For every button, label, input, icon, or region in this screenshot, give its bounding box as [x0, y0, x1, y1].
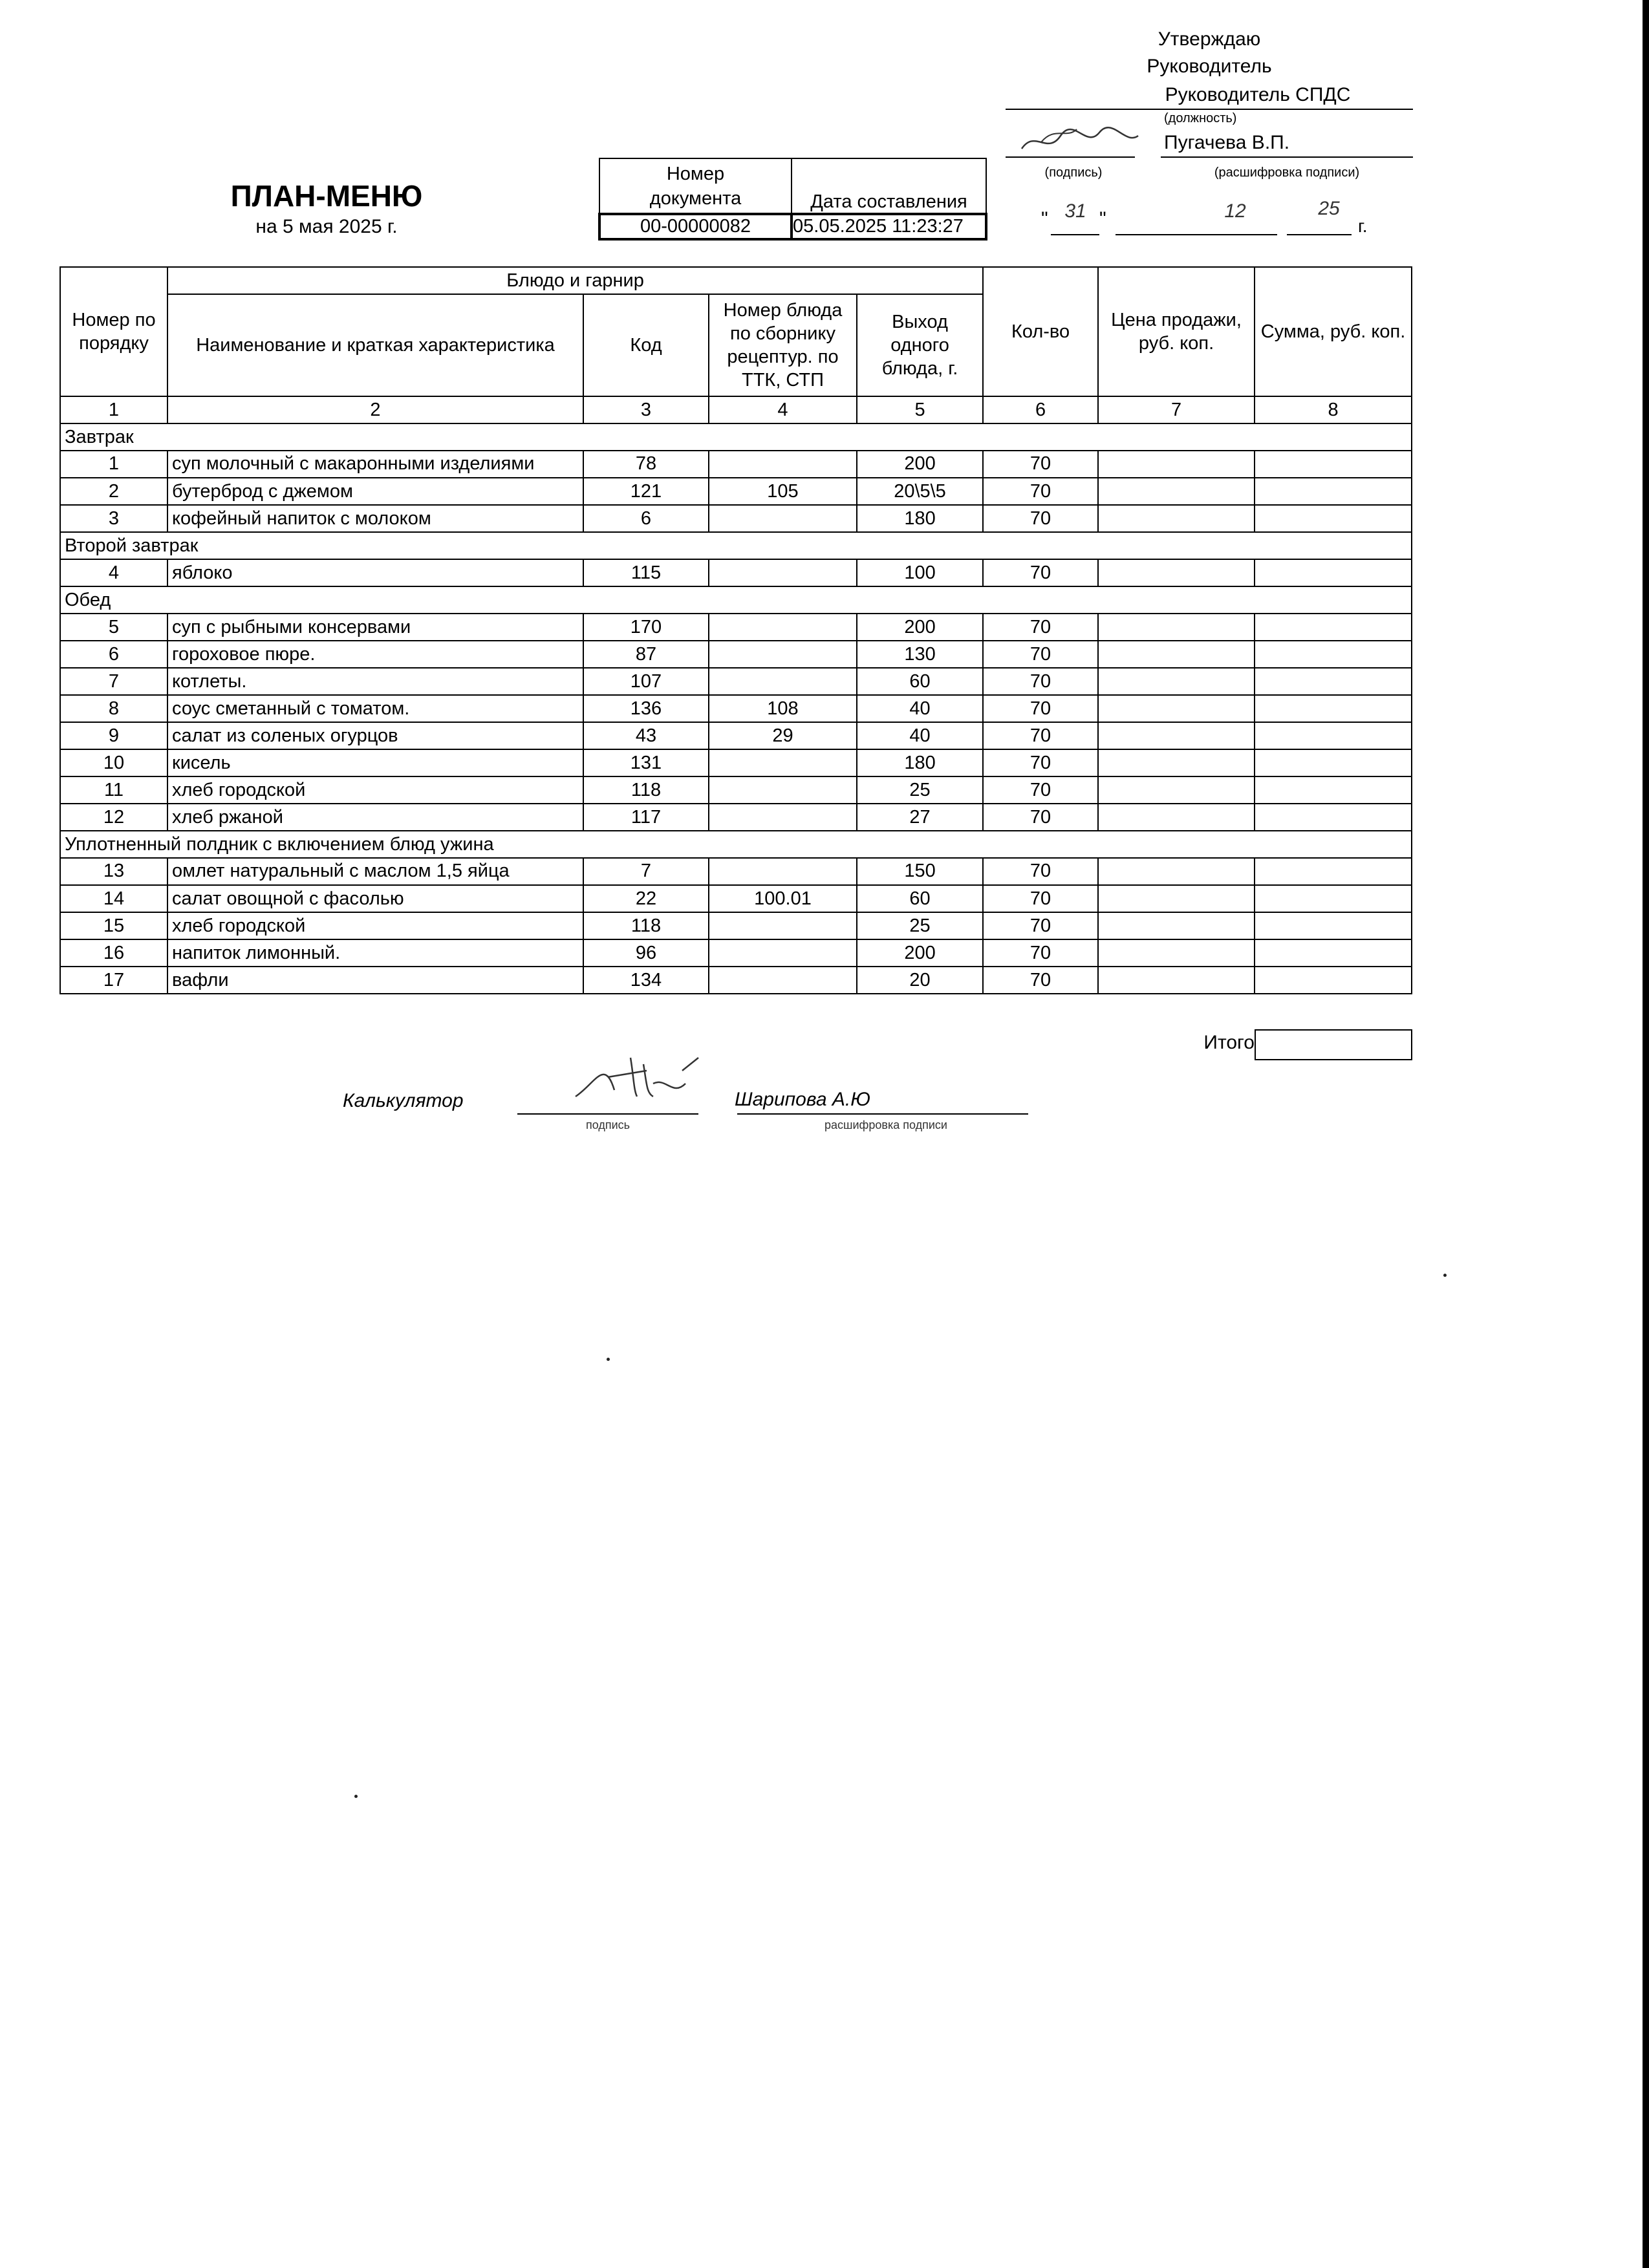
table-row — [60, 559, 1412, 586]
approval-date-month: 12 — [1224, 200, 1246, 222]
row-yield: 200 — [857, 939, 983, 967]
section-row — [60, 532, 1412, 559]
section-title: Завтрак — [60, 423, 1412, 451]
row-yield: 20\5\5 — [857, 478, 983, 505]
row-sum — [1255, 478, 1412, 505]
header-num: Номер по порядку — [60, 267, 167, 396]
row-name: хлеб городской — [167, 776, 583, 804]
approval-role: Руководитель — [1147, 56, 1272, 77]
row-recipe: 105 — [709, 478, 857, 505]
row-sum — [1255, 885, 1412, 912]
table-row — [60, 804, 1412, 831]
row-sum — [1255, 614, 1412, 641]
row-code: 107 — [583, 668, 709, 695]
row-name: бутерброд с джемом — [167, 478, 583, 505]
row-num: 8 — [60, 695, 167, 722]
row-recipe — [709, 451, 857, 478]
row-name: салат овощной с фасолью — [167, 885, 583, 912]
row-yield: 180 — [857, 749, 983, 776]
row-recipe: 108 — [709, 695, 857, 722]
row-num: 14 — [60, 885, 167, 912]
row-name: котлеты. — [167, 668, 583, 695]
column-number: 7 — [1098, 396, 1255, 423]
row-sum — [1255, 505, 1412, 532]
row-price — [1098, 451, 1255, 478]
row-code: 121 — [583, 478, 709, 505]
table-row — [60, 505, 1412, 532]
column-number: 3 — [583, 396, 709, 423]
section-row — [60, 831, 1412, 858]
row-price — [1098, 559, 1255, 586]
row-num: 15 — [60, 912, 167, 939]
row-price — [1098, 695, 1255, 722]
row-name: хлеб городской — [167, 912, 583, 939]
row-yield: 20 — [857, 967, 983, 994]
row-num: 16 — [60, 939, 167, 967]
row-yield: 180 — [857, 505, 983, 532]
approval-date-quote-close: " — [1099, 208, 1106, 230]
row-price — [1098, 614, 1255, 641]
row-yield: 150 — [857, 858, 983, 885]
row-num: 2 — [60, 478, 167, 505]
row-sum — [1255, 804, 1412, 831]
table-row — [60, 478, 1412, 505]
row-qty: 70 — [983, 804, 1098, 831]
approval-name-underline — [1161, 156, 1413, 158]
row-qty: 70 — [983, 451, 1098, 478]
header-recipe: Номер блюда по сборнику рецептур. по ТТК, СТП — [709, 294, 857, 396]
scan-speck — [354, 1795, 358, 1798]
row-price — [1098, 967, 1255, 994]
section-row — [60, 586, 1412, 614]
column-numbers-row — [60, 396, 1412, 423]
column-number: 1 — [60, 396, 167, 423]
row-code: 170 — [583, 614, 709, 641]
row-name: омлет натуральный с маслом 1,5 яйца — [167, 858, 583, 885]
row-sum — [1255, 641, 1412, 668]
document-number-header-line1: Номер — [666, 163, 725, 184]
row-qty: 70 — [983, 967, 1098, 994]
row-price — [1098, 722, 1255, 749]
approval-date-suffix: г. — [1358, 216, 1368, 236]
approval-date-quote-open: " — [1041, 208, 1048, 230]
row-code: 22 — [583, 885, 709, 912]
row-qty: 70 — [983, 858, 1098, 885]
column-number: 6 — [983, 396, 1098, 423]
row-price — [1098, 939, 1255, 967]
row-qty: 70 — [983, 614, 1098, 641]
row-recipe — [709, 804, 857, 831]
row-yield: 100 — [857, 559, 983, 586]
row-recipe — [709, 559, 857, 586]
document-number-header-line2: документа — [649, 187, 742, 209]
row-sum — [1255, 451, 1412, 478]
row-yield: 25 — [857, 912, 983, 939]
approval-name: Пугачева В.П. — [1164, 132, 1290, 153]
row-num: 9 — [60, 722, 167, 749]
table-row — [60, 722, 1412, 749]
document-date-header: Дата составления — [792, 158, 986, 214]
scan-speck — [1443, 1274, 1447, 1277]
approval-month-underline — [1116, 234, 1277, 235]
row-sum — [1255, 939, 1412, 967]
row-qty: 70 — [983, 722, 1098, 749]
row-price — [1098, 478, 1255, 505]
column-number: 2 — [167, 396, 583, 423]
row-code: 7 — [583, 858, 709, 885]
table-row — [60, 776, 1412, 804]
row-code: 118 — [583, 776, 709, 804]
table-row — [60, 749, 1412, 776]
calculator-name-underline — [737, 1113, 1028, 1115]
row-sum — [1255, 722, 1412, 749]
table-row — [60, 641, 1412, 668]
row-code: 134 — [583, 967, 709, 994]
row-recipe — [709, 668, 857, 695]
approval-position-underline — [1006, 109, 1413, 110]
row-code: 118 — [583, 912, 709, 939]
table-row — [60, 885, 1412, 912]
table-row — [60, 695, 1412, 722]
row-name: вафли — [167, 967, 583, 994]
approval-date-year: 25 — [1318, 198, 1340, 219]
document-number-header — [599, 158, 792, 214]
menu-table — [59, 266, 1411, 994]
row-code: 43 — [583, 722, 709, 749]
row-recipe — [709, 912, 857, 939]
row-yield: 200 — [857, 614, 983, 641]
column-number: 8 — [1255, 396, 1412, 423]
row-num: 1 — [60, 451, 167, 478]
row-qty: 70 — [983, 939, 1098, 967]
row-num: 7 — [60, 668, 167, 695]
row-name: напиток лимонный. — [167, 939, 583, 967]
row-recipe — [709, 939, 857, 967]
row-recipe — [709, 967, 857, 994]
row-num: 17 — [60, 967, 167, 994]
row-qty: 70 — [983, 885, 1098, 912]
document-date: 05.05.2025 11:23:27 — [792, 214, 986, 239]
row-recipe — [709, 749, 857, 776]
row-recipe — [709, 776, 857, 804]
table-row — [60, 451, 1412, 478]
row-name: кисель — [167, 749, 583, 776]
row-num: 12 — [60, 804, 167, 831]
row-price — [1098, 858, 1255, 885]
total-label: Итого — [1203, 1032, 1255, 1053]
row-price — [1098, 804, 1255, 831]
row-num: 4 — [60, 559, 167, 586]
row-sum — [1255, 912, 1412, 939]
row-code: 115 — [583, 559, 709, 586]
scan-edge-line — [1643, 0, 1649, 2268]
row-sum — [1255, 858, 1412, 885]
row-sum — [1255, 668, 1412, 695]
row-yield: 40 — [857, 722, 983, 749]
table-row — [60, 967, 1412, 994]
row-recipe — [709, 614, 857, 641]
calculator-sign-underline — [517, 1113, 698, 1115]
approval-position-caption: (должность) — [1164, 111, 1237, 125]
approval-date-day: 31 — [1064, 200, 1086, 222]
calculator-label: Калькулятор — [343, 1090, 464, 1111]
approval-title: Утверждаю — [1158, 28, 1261, 50]
document-title: ПЛАН-МЕНЮ — [230, 179, 423, 213]
row-qty: 70 — [983, 749, 1098, 776]
calculator-decode-caption: расшифровка подписи — [824, 1118, 947, 1131]
section-title: Обед — [60, 586, 1412, 614]
row-name: суп с рыбными консервами — [167, 614, 583, 641]
row-num: 11 — [60, 776, 167, 804]
table-row — [60, 858, 1412, 885]
row-code: 117 — [583, 804, 709, 831]
row-price — [1098, 885, 1255, 912]
approval-signature-image — [1015, 116, 1145, 162]
row-code: 136 — [583, 695, 709, 722]
approval-day-underline — [1051, 234, 1099, 235]
approval-year-underline — [1287, 234, 1352, 235]
header-sum: Сумма, руб. коп. — [1255, 267, 1412, 396]
row-sum — [1255, 559, 1412, 586]
row-price — [1098, 912, 1255, 939]
row-qty: 70 — [983, 668, 1098, 695]
row-qty: 70 — [983, 912, 1098, 939]
table-row — [60, 939, 1412, 967]
approval-position: Руководитель СПДС — [1165, 84, 1351, 105]
document-subtitle: на 5 мая 2025 г. — [255, 216, 398, 237]
row-recipe: 100.01 — [709, 885, 857, 912]
row-sum — [1255, 749, 1412, 776]
row-num: 3 — [60, 505, 167, 532]
row-code: 78 — [583, 451, 709, 478]
row-code: 96 — [583, 939, 709, 967]
calculator-signature-caption: подпись — [585, 1118, 630, 1131]
row-yield: 130 — [857, 641, 983, 668]
approval-decode-caption: (расшифровка подписи) — [1214, 166, 1360, 180]
calculator-signature-image — [569, 1045, 718, 1109]
row-num: 10 — [60, 749, 167, 776]
row-price — [1098, 505, 1255, 532]
row-name: хлеб ржаной — [167, 804, 583, 831]
row-sum — [1255, 776, 1412, 804]
row-name: суп молочный с макаронными изделиями — [167, 451, 583, 478]
row-name: соус сметанный с томатом. — [167, 695, 583, 722]
table-row — [60, 668, 1412, 695]
row-yield: 40 — [857, 695, 983, 722]
section-title: Уплотненный полдник с включением блюд ужина — [60, 831, 1412, 858]
row-code: 87 — [583, 641, 709, 668]
section-title: Второй завтрак — [60, 532, 1412, 559]
row-qty: 70 — [983, 641, 1098, 668]
row-num: 6 — [60, 641, 167, 668]
row-yield: 27 — [857, 804, 983, 831]
calculator-name: Шарипова А.Ю — [735, 1089, 870, 1110]
row-qty: 70 — [983, 559, 1098, 586]
row-num: 13 — [60, 858, 167, 885]
header-code: Код — [583, 294, 709, 396]
row-code: 6 — [583, 505, 709, 532]
row-code: 131 — [583, 749, 709, 776]
row-recipe — [709, 505, 857, 532]
row-yield: 60 — [857, 885, 983, 912]
header-price: Цена продажи, руб. коп. — [1098, 267, 1255, 396]
row-sum — [1255, 967, 1412, 994]
column-number: 4 — [709, 396, 857, 423]
section-row — [60, 423, 1412, 451]
row-yield: 200 — [857, 451, 983, 478]
row-qty: 70 — [983, 776, 1098, 804]
row-num: 5 — [60, 614, 167, 641]
document-number-box — [598, 158, 987, 241]
row-name: кофейный напиток с молоком — [167, 505, 583, 532]
header-yield: Выход одного блюда, г. — [857, 294, 983, 396]
header-name: Наименование и краткая характеристика — [167, 294, 583, 396]
table-row — [60, 912, 1412, 939]
row-qty: 70 — [983, 695, 1098, 722]
row-price — [1098, 641, 1255, 668]
row-name: гороховое пюре. — [167, 641, 583, 668]
row-price — [1098, 668, 1255, 695]
row-yield: 60 — [857, 668, 983, 695]
row-price — [1098, 749, 1255, 776]
total-value — [1255, 1029, 1412, 1060]
document-number: 00-00000082 — [599, 214, 792, 239]
row-name: яблоко — [167, 559, 583, 586]
row-sum — [1255, 695, 1412, 722]
row-yield: 25 — [857, 776, 983, 804]
row-name: салат из соленых огурцов — [167, 722, 583, 749]
table-row — [60, 614, 1412, 641]
column-number: 5 — [857, 396, 983, 423]
approval-signature-caption: (подпись) — [1044, 166, 1103, 180]
row-price — [1098, 776, 1255, 804]
row-recipe — [709, 641, 857, 668]
row-qty: 70 — [983, 478, 1098, 505]
header-group: Блюдо и гарнир — [167, 267, 983, 294]
row-recipe — [709, 858, 857, 885]
row-recipe: 29 — [709, 722, 857, 749]
scan-speck — [607, 1358, 610, 1361]
row-qty: 70 — [983, 505, 1098, 532]
header-qty: Кол-во — [983, 267, 1098, 396]
